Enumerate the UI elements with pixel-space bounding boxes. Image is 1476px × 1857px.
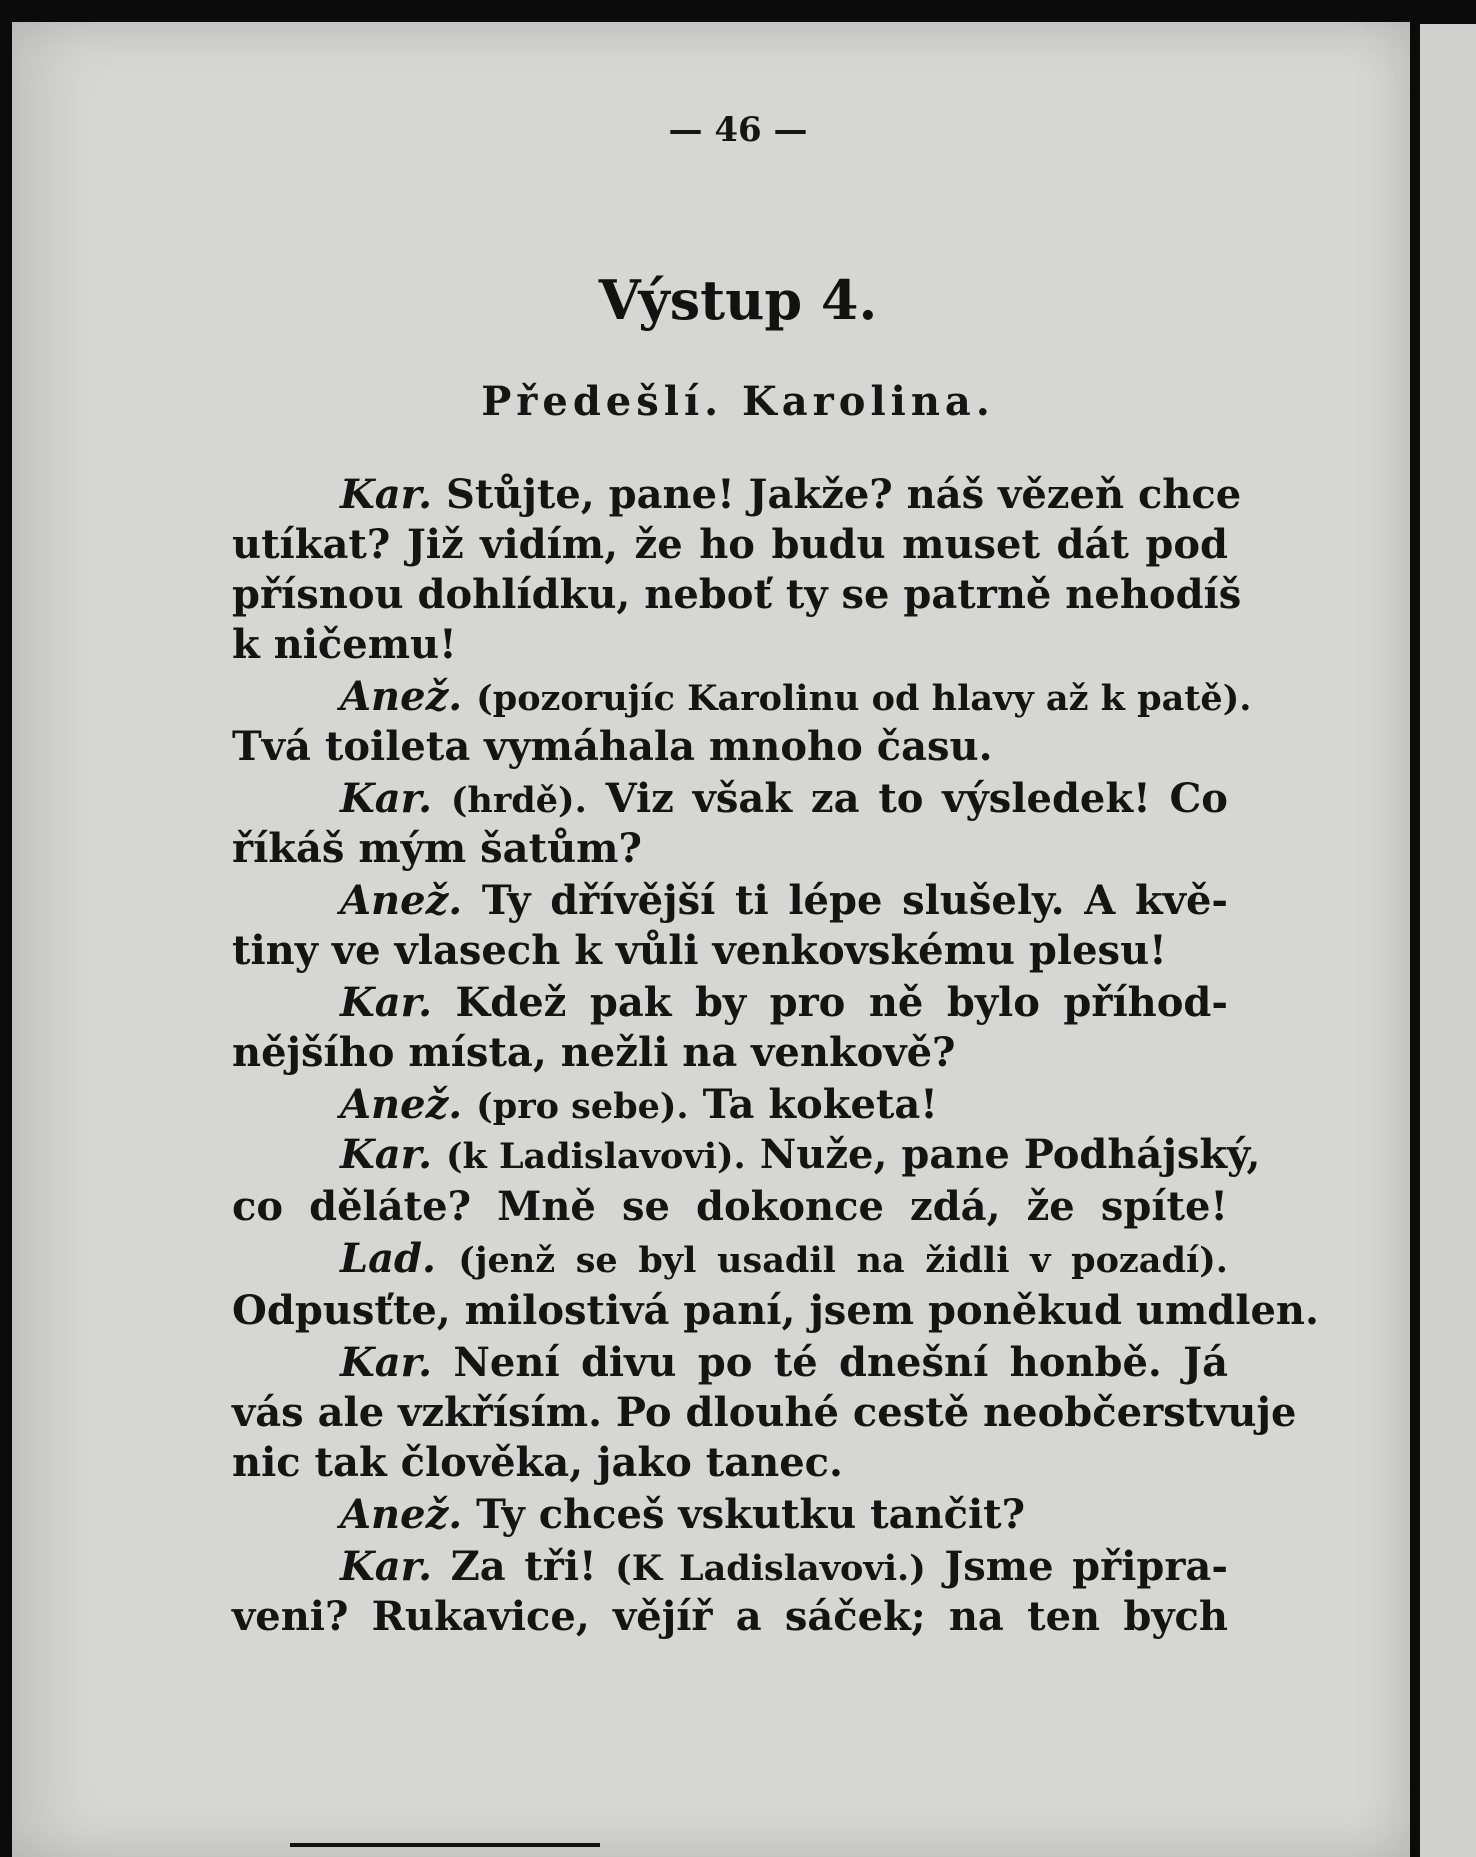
text-line [232, 774, 1228, 826]
speech: Odpusťte, milostivá paní, jsem poněkud umdlen. [232, 1287, 1319, 1334]
speech: Kdež pak by pro ně bylo příhod- [455, 979, 1228, 1026]
text-line [232, 470, 1242, 520]
speaker: Kar. [340, 775, 433, 822]
speaker: Anež. [340, 1491, 463, 1538]
speaker: Kar. [340, 1339, 433, 1386]
speaker: Anež. [340, 1081, 463, 1128]
text-line [232, 1438, 1228, 1488]
text-line [232, 824, 1228, 874]
speech: nic tak člověka, jako tanec. [232, 1439, 843, 1486]
speech: vás ale vzkřísím. Po dlouhé cestě neobčerstvuje [232, 1389, 1297, 1436]
persons-line: Předešlí. Karolina. [481, 378, 995, 425]
stage-direction: (pozorujíc Karolinu od hlavy až k patě). [476, 678, 1252, 719]
text-line [232, 1592, 1228, 1642]
text-line [232, 672, 1252, 724]
speech: Stůjte, pane! Jakže? náš vězeň chce [445, 471, 1242, 518]
stage-direction: (hrdě). [450, 780, 587, 821]
speech: říkáš mým šatům? [232, 825, 642, 872]
speech: Nuže, pane Podhájský, [759, 1131, 1261, 1178]
text-line [232, 1338, 1228, 1388]
speech: Není divu po té dnešní honbě. Já [453, 1339, 1228, 1386]
text-line [232, 570, 1242, 620]
speech: Tvá toileta vymáhala mnoho času. [232, 723, 993, 770]
speech: Ta koketa! [702, 1081, 938, 1128]
speech: Za tři! [450, 1543, 597, 1590]
speech: tiny ve vlasech k vůli venkovskému plesu! [232, 927, 1167, 974]
speech: k ničemu! [232, 621, 457, 668]
text-line [232, 1182, 1228, 1232]
text-line [232, 876, 1228, 926]
speech: nějšího místa, nežli na venkově? [232, 1029, 956, 1076]
stage-direction: (jenž se byl usadil na židli v pozadí). [458, 1240, 1228, 1281]
text-line [232, 1388, 1297, 1438]
text-line [232, 978, 1228, 1028]
text-line [232, 520, 1228, 570]
text-line [232, 1286, 1319, 1336]
bottom-rule [290, 1843, 600, 1847]
stage-direction: (pro sebe). [476, 1086, 689, 1127]
speaker: Kar. [340, 979, 433, 1026]
speech: Ty dřívější ti lépe slušely. A kvě- [481, 877, 1228, 924]
speaker: Kar. [340, 1131, 433, 1178]
text-line [232, 926, 1228, 976]
text-line [232, 1490, 1228, 1540]
speech: utíkat? Již vidím, že ho budu muset dát pod [232, 521, 1228, 568]
speech: Viz však za to výsledek! Co [605, 775, 1228, 822]
speech: veni? Rukavice, vějíř a sáček; na ten bych [232, 1593, 1228, 1640]
text-line [232, 620, 1228, 670]
speech: Jsme připra- [944, 1543, 1228, 1590]
text-line [232, 1234, 1228, 1286]
speech: co děláte? Mně se dokonce zdá, že spíte! [232, 1183, 1228, 1230]
page-number: — 46 — [668, 110, 808, 150]
speaker: Kar. [340, 471, 433, 518]
stage-direction: (K Ladislavovi.) [615, 1548, 926, 1589]
speaker: Lad. [340, 1235, 436, 1282]
text-line [232, 722, 1228, 772]
text-line [232, 1130, 1261, 1182]
speaker: Anež. [340, 877, 463, 924]
speech: Ty chceš vskutku tančit? [476, 1491, 1026, 1538]
speaker: Anež. [340, 673, 463, 720]
speech: přísnou dohlídku, neboť ty se patrně nehodíš [232, 571, 1242, 618]
text-line [232, 1542, 1228, 1594]
text-line [232, 1028, 1228, 1078]
stage-direction: (k Ladislavovi). [445, 1136, 746, 1177]
text-line [232, 1080, 1228, 1132]
speaker: Kar. [340, 1543, 433, 1590]
scene-title: Výstup 4. [598, 268, 878, 332]
